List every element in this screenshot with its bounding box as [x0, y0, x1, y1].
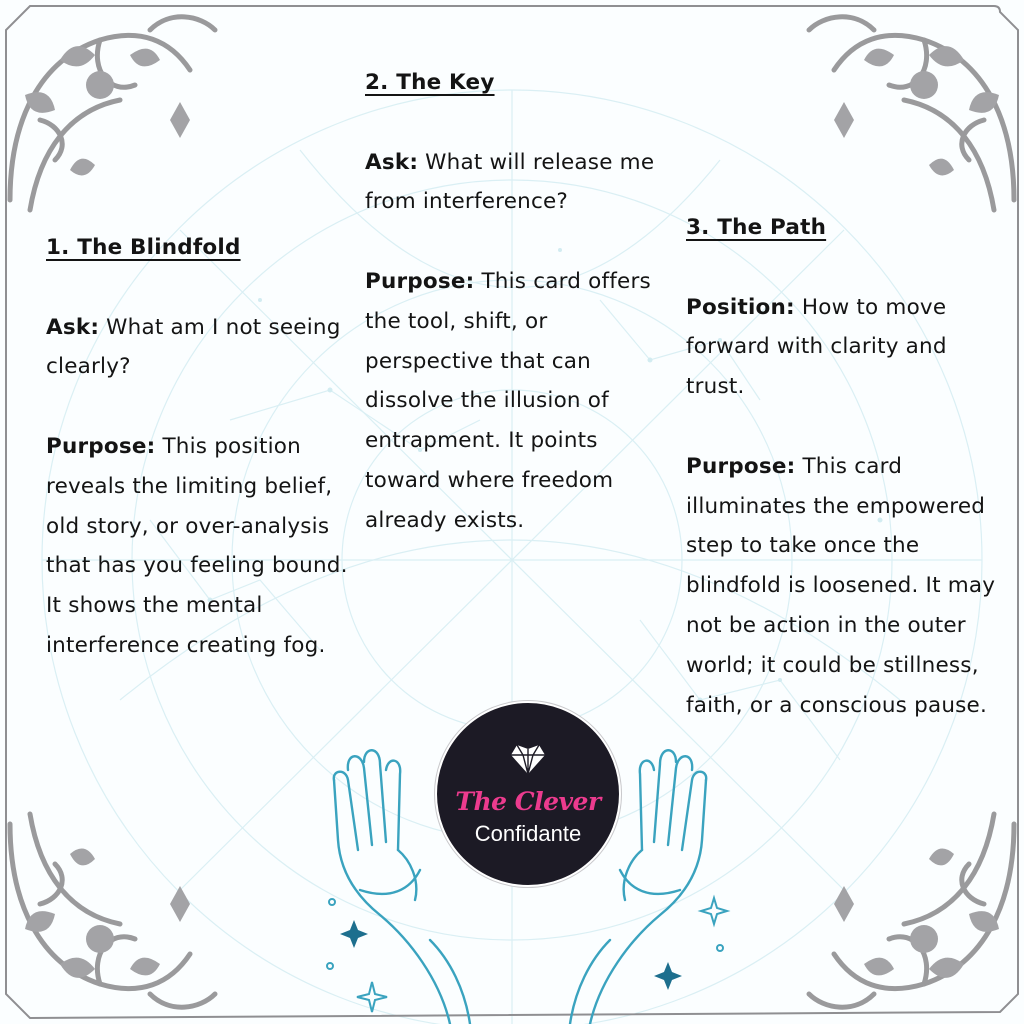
ask-label: Ask:	[365, 149, 419, 175]
sparkle-star-icon	[654, 962, 682, 990]
card-heading: 2. The Key	[365, 70, 495, 95]
card-heading: 3. The Path	[686, 215, 827, 240]
logo-name-line2: Confidante	[474, 821, 582, 846]
sparkle-star-icon	[701, 898, 727, 924]
ask-text: What will release me from interference?	[365, 149, 655, 215]
card-position-1	[46, 228, 366, 666]
position-label: Position:	[686, 294, 795, 320]
corner-ornament-icon	[0, 794, 230, 1024]
sparkle-star-icon	[340, 920, 368, 948]
card-ask	[46, 308, 366, 388]
purpose-label: Purpose:	[686, 453, 796, 479]
position-text: How to move forward with clarity and trust.	[686, 294, 947, 400]
sparkle-star-icon	[357, 982, 387, 1012]
ask-label: Ask:	[46, 314, 100, 340]
card-purpose	[46, 427, 366, 666]
purpose-label: Purpose:	[46, 433, 156, 459]
card-ask	[365, 143, 675, 223]
ask-text: What am I not seeing clearly?	[46, 314, 341, 380]
card-purpose	[365, 262, 675, 541]
purpose-text: This card offers the tool, shift, or perspective that can dissolve the illusion of entrapment. It points toward where freedom already exists.	[365, 268, 651, 533]
card-position-3	[686, 208, 1006, 725]
purpose-text: This position reveals the limiting belief, old story, or over-analysis that has you feeling bound. It shows the mental interference creating fog.	[46, 433, 348, 658]
corner-ornament-icon	[794, 0, 1024, 230]
corner-ornament-icon	[0, 0, 230, 230]
logo-name-line1: The Clever	[455, 787, 601, 816]
card-heading: 1. The Blindfold	[46, 235, 241, 260]
faceted-heart-icon	[509, 741, 547, 775]
brand-logo	[435, 701, 621, 887]
purpose-text: This card illuminates the empowered step to take once the blindfold is loosened. It may not be action in the outer world; it could be stillness, faith, or a conscious pause.	[686, 453, 996, 718]
card-position	[686, 288, 1006, 407]
purpose-label: Purpose:	[365, 268, 475, 294]
card-purpose	[686, 447, 1006, 726]
corner-ornament-icon	[794, 794, 1024, 1024]
card-position-2	[365, 63, 675, 541]
